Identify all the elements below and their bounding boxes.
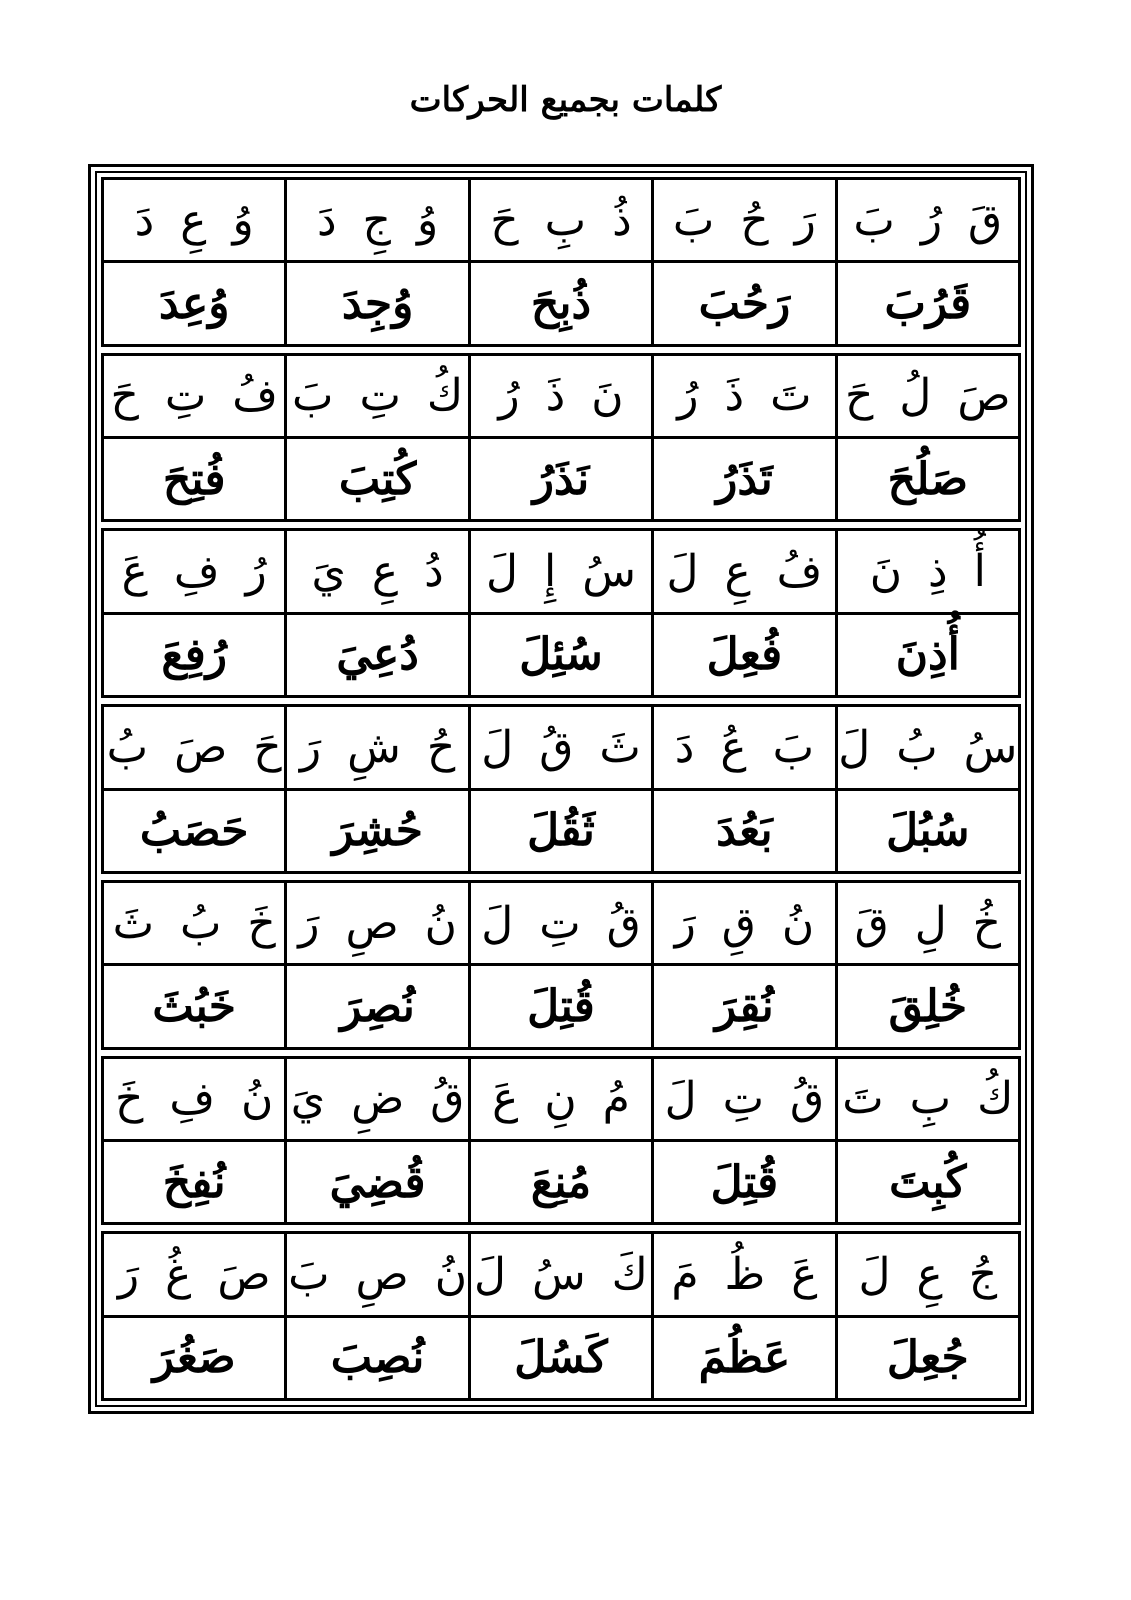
letters-row xyxy=(104,531,1018,611)
letters-cell: قُ ضِ يَ xyxy=(287,1059,470,1139)
letters-cell: نُ قِ رَ xyxy=(654,883,837,963)
word-block xyxy=(101,880,1021,1050)
words-row xyxy=(104,612,1018,695)
letters-cell: كُ بِ تَ xyxy=(842,1073,1014,1125)
word-block xyxy=(101,704,1021,874)
letters-cell: نَ ذَ رُ xyxy=(471,356,654,436)
word-cell: ذُبِحَ xyxy=(471,263,654,343)
letters-row xyxy=(104,180,1018,260)
word-cell: خَبُثَ xyxy=(104,966,287,1046)
words-table xyxy=(95,171,1027,1407)
letters-cell: قُ تِ لَ xyxy=(471,883,654,963)
letters-cell: قَ رُ بَ xyxy=(853,194,1003,246)
word-cell: عَظُمَ xyxy=(654,1318,837,1398)
letters-cell: صَ غُ رَ xyxy=(104,1234,287,1314)
word-cell: وُعِدَ xyxy=(104,263,287,343)
letters-cell: رُ فِ عَ xyxy=(104,531,287,611)
letters-cell: وُ جِ دَ xyxy=(287,180,470,260)
letters-cell: نُ صِ رَ xyxy=(287,883,470,963)
word-cell: بَعُدَ xyxy=(654,791,837,871)
words-table-frame xyxy=(88,164,1034,1414)
word-cell: سُئِلَ xyxy=(471,615,654,695)
letters-cell: حُ شِ رَ xyxy=(287,707,470,787)
word-cell: صَغُرَ xyxy=(104,1318,287,1398)
word-cell: أُذِنَ xyxy=(895,629,960,681)
word-cell: حُشِرَ xyxy=(287,791,470,871)
words-row xyxy=(104,436,1018,519)
letters-cell: صَ لُ حَ xyxy=(845,370,1011,422)
letters-cell: كَ سُ لَ xyxy=(471,1234,654,1314)
letters-cell: فُ عِ لَ xyxy=(654,531,837,611)
letters-cell: ذُ بِ حَ xyxy=(471,180,654,260)
letters-cell: نُ فِ خَ xyxy=(104,1059,287,1139)
words-row xyxy=(104,260,1018,343)
page-title: كلمات بجميع الحركات xyxy=(409,80,722,120)
word-cell: مُنِعَ xyxy=(471,1142,654,1222)
word-cell: قَرُبَ xyxy=(884,278,972,330)
word-block xyxy=(101,1231,1021,1401)
letters-cell: سُ إِ لَ xyxy=(471,531,654,611)
word-cell: ثَقُلَ xyxy=(471,791,654,871)
word-block xyxy=(101,353,1021,523)
letters-cell: خُ لِ قَ xyxy=(854,897,1002,949)
word-cell: صَلُحَ xyxy=(887,453,968,505)
letters-cell: وُ عِ دَ xyxy=(104,180,287,260)
letters-row xyxy=(104,883,1018,963)
word-cell: كُبِتَ xyxy=(889,1156,967,1208)
words-row xyxy=(104,788,1018,871)
word-cell: نَذَرُ xyxy=(471,439,654,519)
word-cell: حَصَبُ xyxy=(104,791,287,871)
word-cell: نُقِرَ xyxy=(654,966,837,1046)
letters-row xyxy=(104,707,1018,787)
letters-cell: ثَ قُ لَ xyxy=(471,707,654,787)
word-block xyxy=(101,528,1021,698)
letters-cell: خَ بُ ثَ xyxy=(104,883,287,963)
word-cell: خُلِقَ xyxy=(888,980,968,1032)
letters-cell: رَ حُ بَ xyxy=(654,180,837,260)
letters-row xyxy=(104,1234,1018,1314)
word-cell: قُتِلَ xyxy=(471,966,654,1046)
letters-row xyxy=(104,1059,1018,1139)
word-cell: كُتِبَ xyxy=(287,439,470,519)
word-cell: نُفِخَ xyxy=(104,1142,287,1222)
words-row xyxy=(104,1139,1018,1222)
letters-cell: دُ عِ يَ xyxy=(287,531,470,611)
letters-cell: مُ نِ عَ xyxy=(471,1059,654,1139)
letters-cell: كُ تِ بَ xyxy=(287,356,470,436)
word-cell: كَسُلَ xyxy=(471,1318,654,1398)
word-cell: نُصِرَ xyxy=(287,966,470,1046)
word-block xyxy=(101,177,1021,347)
word-cell: رَحُبَ xyxy=(654,263,837,343)
word-cell: رُفِعَ xyxy=(104,615,287,695)
letters-cell: جُ عِ لَ xyxy=(858,1248,998,1300)
words-row xyxy=(104,963,1018,1046)
word-cell: فُعِلَ xyxy=(654,615,837,695)
letters-cell: أُ ذِ نَ xyxy=(869,546,986,598)
word-cell: تَذَرُ xyxy=(654,439,837,519)
letters-cell: بَ عُ دَ xyxy=(654,707,837,787)
letters-cell: عَ ظُ مَ xyxy=(654,1234,837,1314)
words-row xyxy=(104,1315,1018,1398)
word-cell: فُتِحَ xyxy=(104,439,287,519)
letters-row xyxy=(104,356,1018,436)
word-cell: سُبُلَ xyxy=(886,805,970,857)
word-cell: دُعِيَ xyxy=(287,615,470,695)
word-cell: قُتِلَ xyxy=(654,1142,837,1222)
letters-cell: نُ صِ بَ xyxy=(287,1234,470,1314)
word-cell: نُصِبَ xyxy=(287,1318,470,1398)
letters-cell: حَ صَ بُ xyxy=(104,707,287,787)
word-block xyxy=(101,1056,1021,1226)
word-cell: وُجِدَ xyxy=(287,263,470,343)
word-cell: قُضِيَ xyxy=(287,1142,470,1222)
letters-cell: فُ تِ حَ xyxy=(104,356,287,436)
letters-cell: قُ تِ لَ xyxy=(654,1059,837,1139)
letters-cell: سُ بُ لَ xyxy=(838,721,1018,773)
word-cell: جُعِلَ xyxy=(886,1332,969,1384)
letters-cell: تَ ذَ رُ xyxy=(654,356,837,436)
